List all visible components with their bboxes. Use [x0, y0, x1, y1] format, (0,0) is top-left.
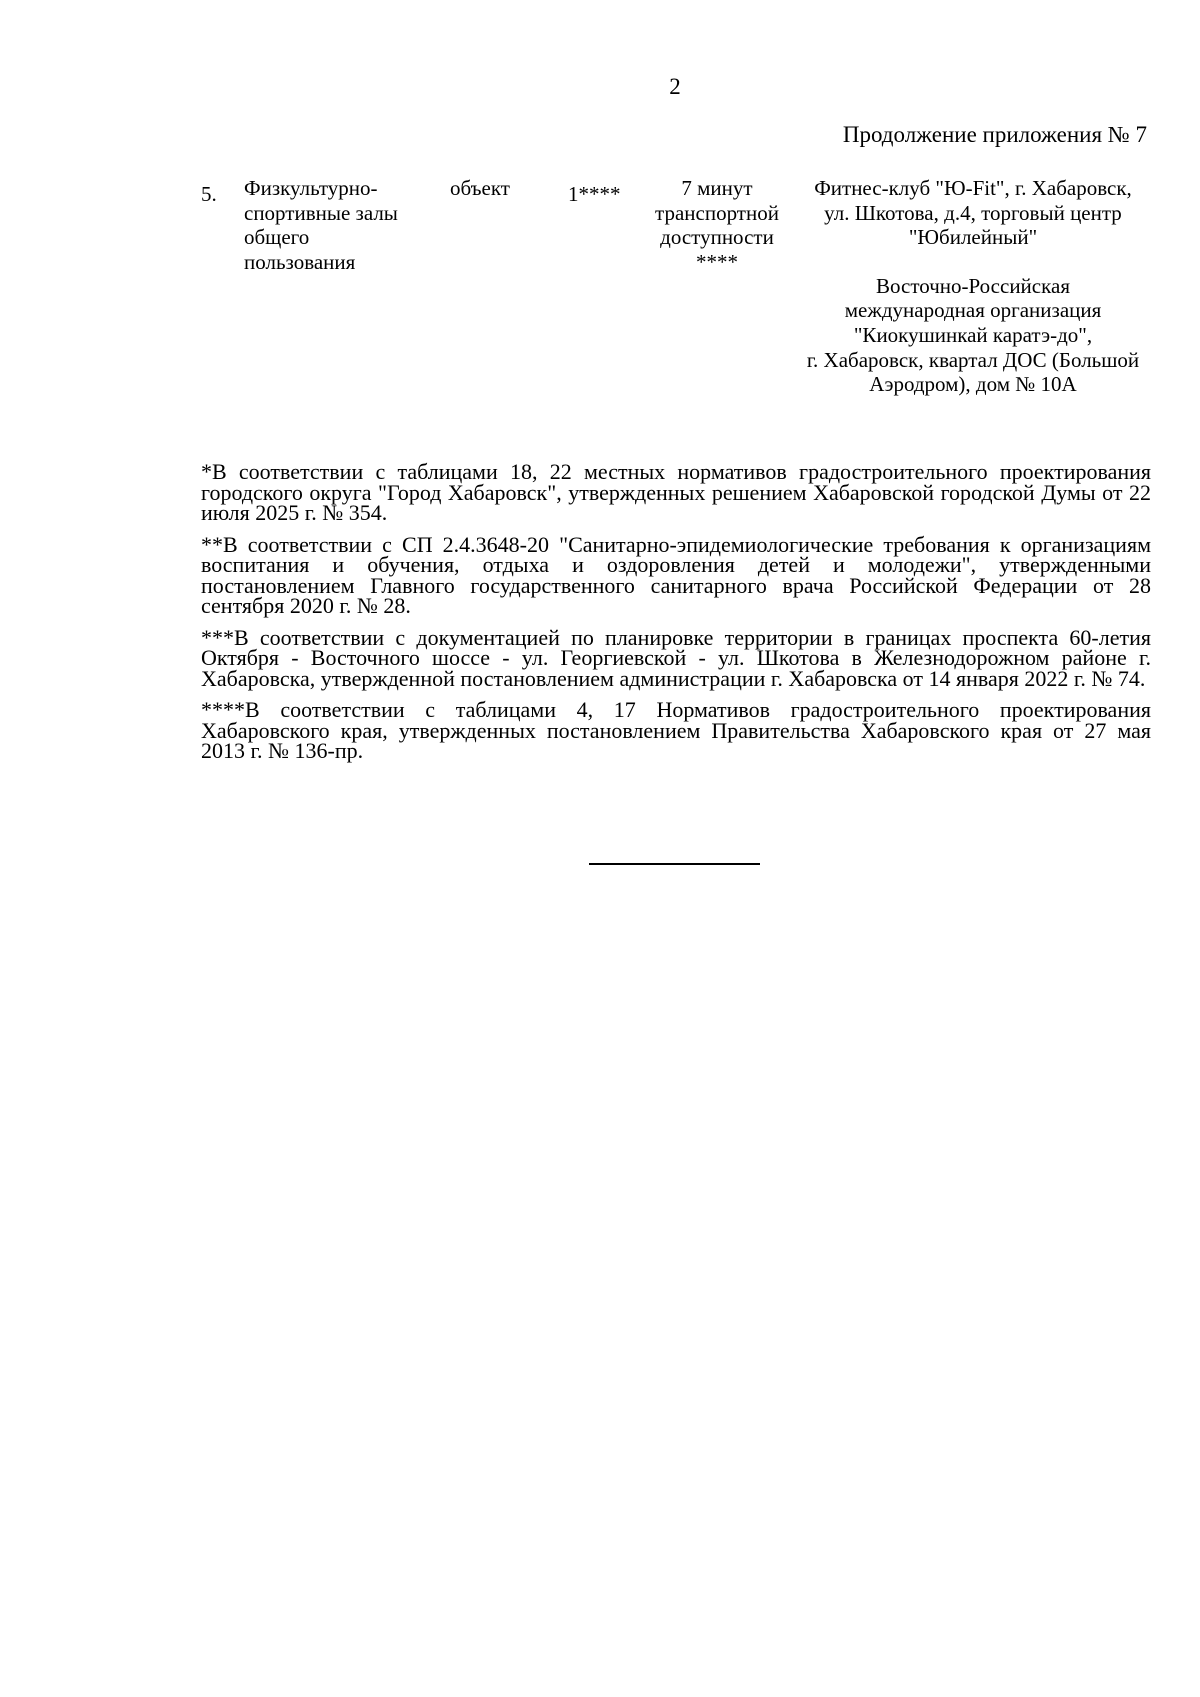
- object-line: "Юбилейный": [908, 225, 1038, 250]
- accessibility-line: ****: [696, 249, 738, 274]
- row-number: 5.: [201, 182, 217, 206]
- end-of-document-rule: [589, 863, 760, 865]
- facility-name-line: Физкультурно-: [244, 176, 378, 200]
- object-line: Аэродром), дом № 10А: [869, 372, 1077, 397]
- object-line: Восточно-Российская: [876, 273, 1070, 298]
- accessibility-cell: [650, 176, 784, 274]
- object-line: г. Хабаровск, квартал ДОС (Большой: [806, 347, 1140, 372]
- footnote-2: **В соответствии с СП 2.4.3648-20 "Санитарно-эпидемиологические требования к организациям воспитания и обучения, отдыха и оздоровления детей и молодежи", утвержденными постановлением Главного государственного санитарного врача Российской Федерации от 28 сентября 2020 г. № 28.: [201, 531, 1151, 618]
- object-line: международная организация: [844, 298, 1102, 323]
- facility-name-line: общего: [244, 225, 310, 250]
- footnote-4: ****В соответствии с таблицами 4, 17 Нормативов градостроительного проектирования Хабаровского края, утвержденных постановлением Правительства Хабаровского края от 27 мая 2013 г. № 136-пр.: [201, 697, 1151, 763]
- unit-cell: объект: [450, 176, 510, 200]
- footnotes: [201, 459, 1151, 773]
- object-line: Фитнес-клуб "Ю-Fit", г. Хабаровск,: [814, 176, 1132, 200]
- accessibility-line: доступности: [660, 225, 774, 250]
- object-entry-karate-organization: [786, 274, 1160, 397]
- facility-name-cell: [244, 176, 444, 274]
- facility-name-line: пользования: [244, 249, 356, 274]
- accessibility-line: транспортной: [655, 200, 779, 225]
- accessibility-line: 7 минут: [681, 176, 753, 200]
- footnote-1: *В соответствии с таблицами 18, 22 местных нормативов градостроительного проектирования городского округа "Город Хабаровск", утвержденных решением Хабаровской городской Думы от 22 июля 2025 г. № 354.: [201, 459, 1151, 525]
- page-number: 2: [669, 74, 681, 99]
- appendix-continuation-heading: Продолжение приложения № 7: [842, 122, 1147, 147]
- object-entry-fitness-club: [786, 176, 1160, 250]
- object-line: ул. Шкотова, д.4, торговый центр: [824, 200, 1122, 225]
- value-cell: 1****: [568, 182, 621, 206]
- existing-objects-cell: [786, 176, 1160, 397]
- footnote-3: ***В соответствии с документацией по планировке территории в границах проспекта 60-летия Октября - Восточного шоссе - ул. Георгиевской - ул. Шкотова в Железнодорожном районе г. Хабаровска, утвержденной постановлением администрации г. Хабаровска от 14 января 2022 г. № 74.: [201, 624, 1151, 691]
- facility-name-line: спортивные залы: [244, 200, 398, 225]
- object-line: "Киокушинкай каратэ-до",: [853, 322, 1093, 347]
